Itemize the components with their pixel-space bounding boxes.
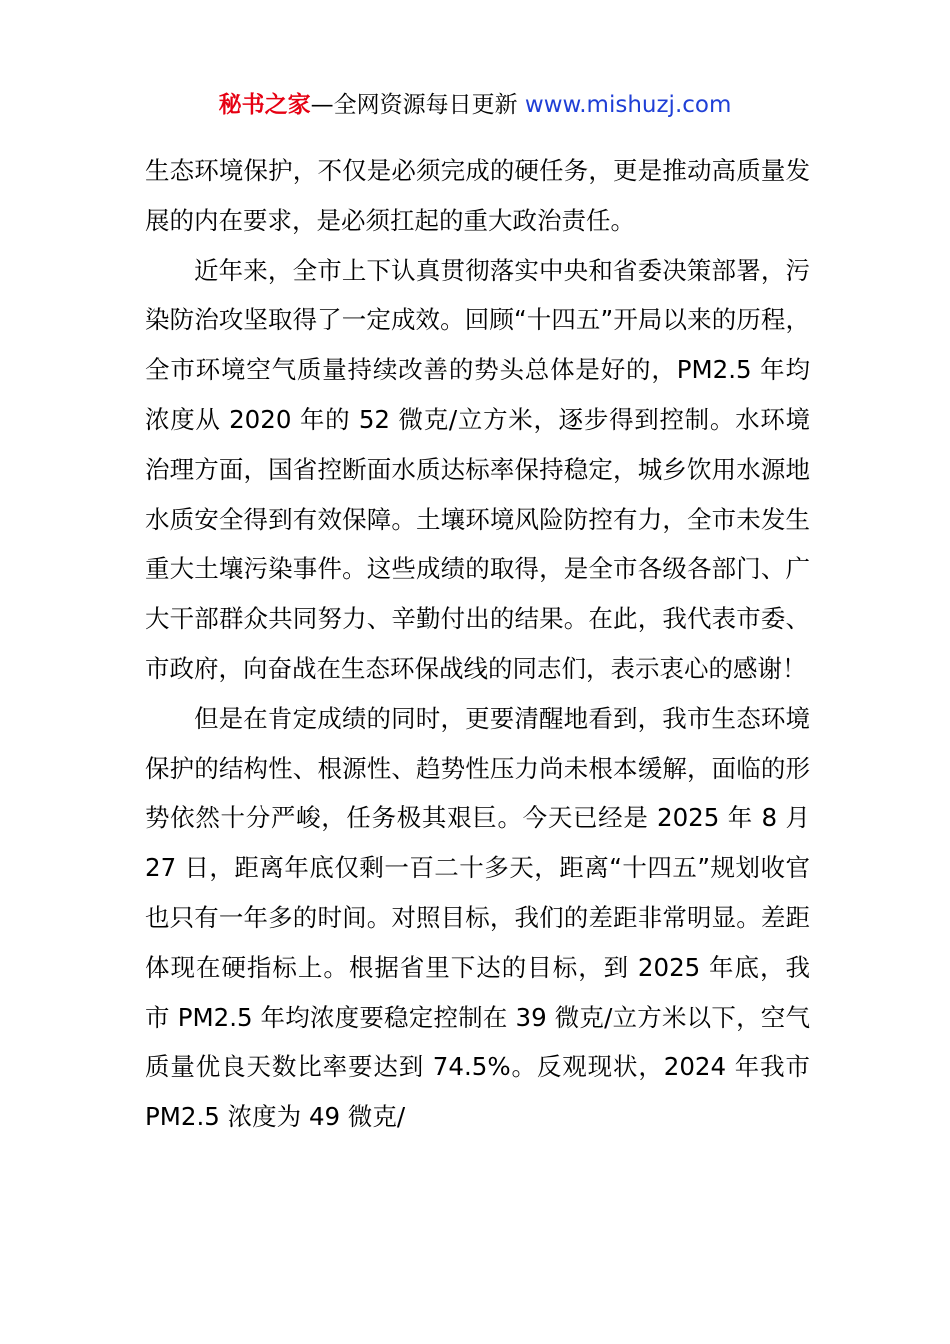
site-link[interactable]: www.mishuzj.com: [524, 92, 732, 118]
brand-name: 秘书之家: [218, 92, 311, 118]
paragraph-challenges: 但是在肯定成绩的同时，更要清醒地看到，我市生态环境保护的结构性、根源性、趋势性压力尚未根本缓解，面临的形势依然十分严峻，任务极其艰巨。今天已经是 2025 年 8 月 27 日，距离年底仅剩一百二十多天，距离“十四五”规划收官也只有一年多的时间。对照目标，我们的差距非常明显。差距体现在硬指标上。根据省里下达的目标，到 2025 年底，我市 PM2.5 年均浓度要稳定控制在 39 微克/立方米以下，空气质量优良天数比率要达到 74.5%。反观现状，2024 年我市 PM2.5 浓度为 49 微克/: [145, 703, 810, 1132]
document-body: [145, 146, 810, 1142]
page-header: [0, 88, 950, 122]
paragraph-achievements: 近年来，全市上下认真贯彻落实中央和省委决策部署，污染防治攻坚取得了一定成效。回顾“十四五”开局以来的历程，全市环境空气质量持续改善的势头总体是好的，PM2.5 年均浓度从 2020 年的 52 微克/立方米，逐步得到控制。水环境治理方面，国省控断面水质达标率保持稳定，城乡饮用水源地水质安全得到有效保障。土壤环境风险防控有力，全市未发生重大土壤污染事件。这些成绩的取得，是全市各级各部门、广大干部群众共同努力、辛勤付出的结果。在此，我代表市委、市政府，向奋战在生态环保战线的同志们，表示衷心的感谢！: [145, 255, 810, 683]
paragraph-continuation: 生态环境保护，不仅是必须完成的硬任务，更是推动高质量发展的内在要求，是必须扛起的重大政治责任。: [145, 156, 810, 235]
header-tagline: —全网资源每日更新: [310, 92, 518, 118]
